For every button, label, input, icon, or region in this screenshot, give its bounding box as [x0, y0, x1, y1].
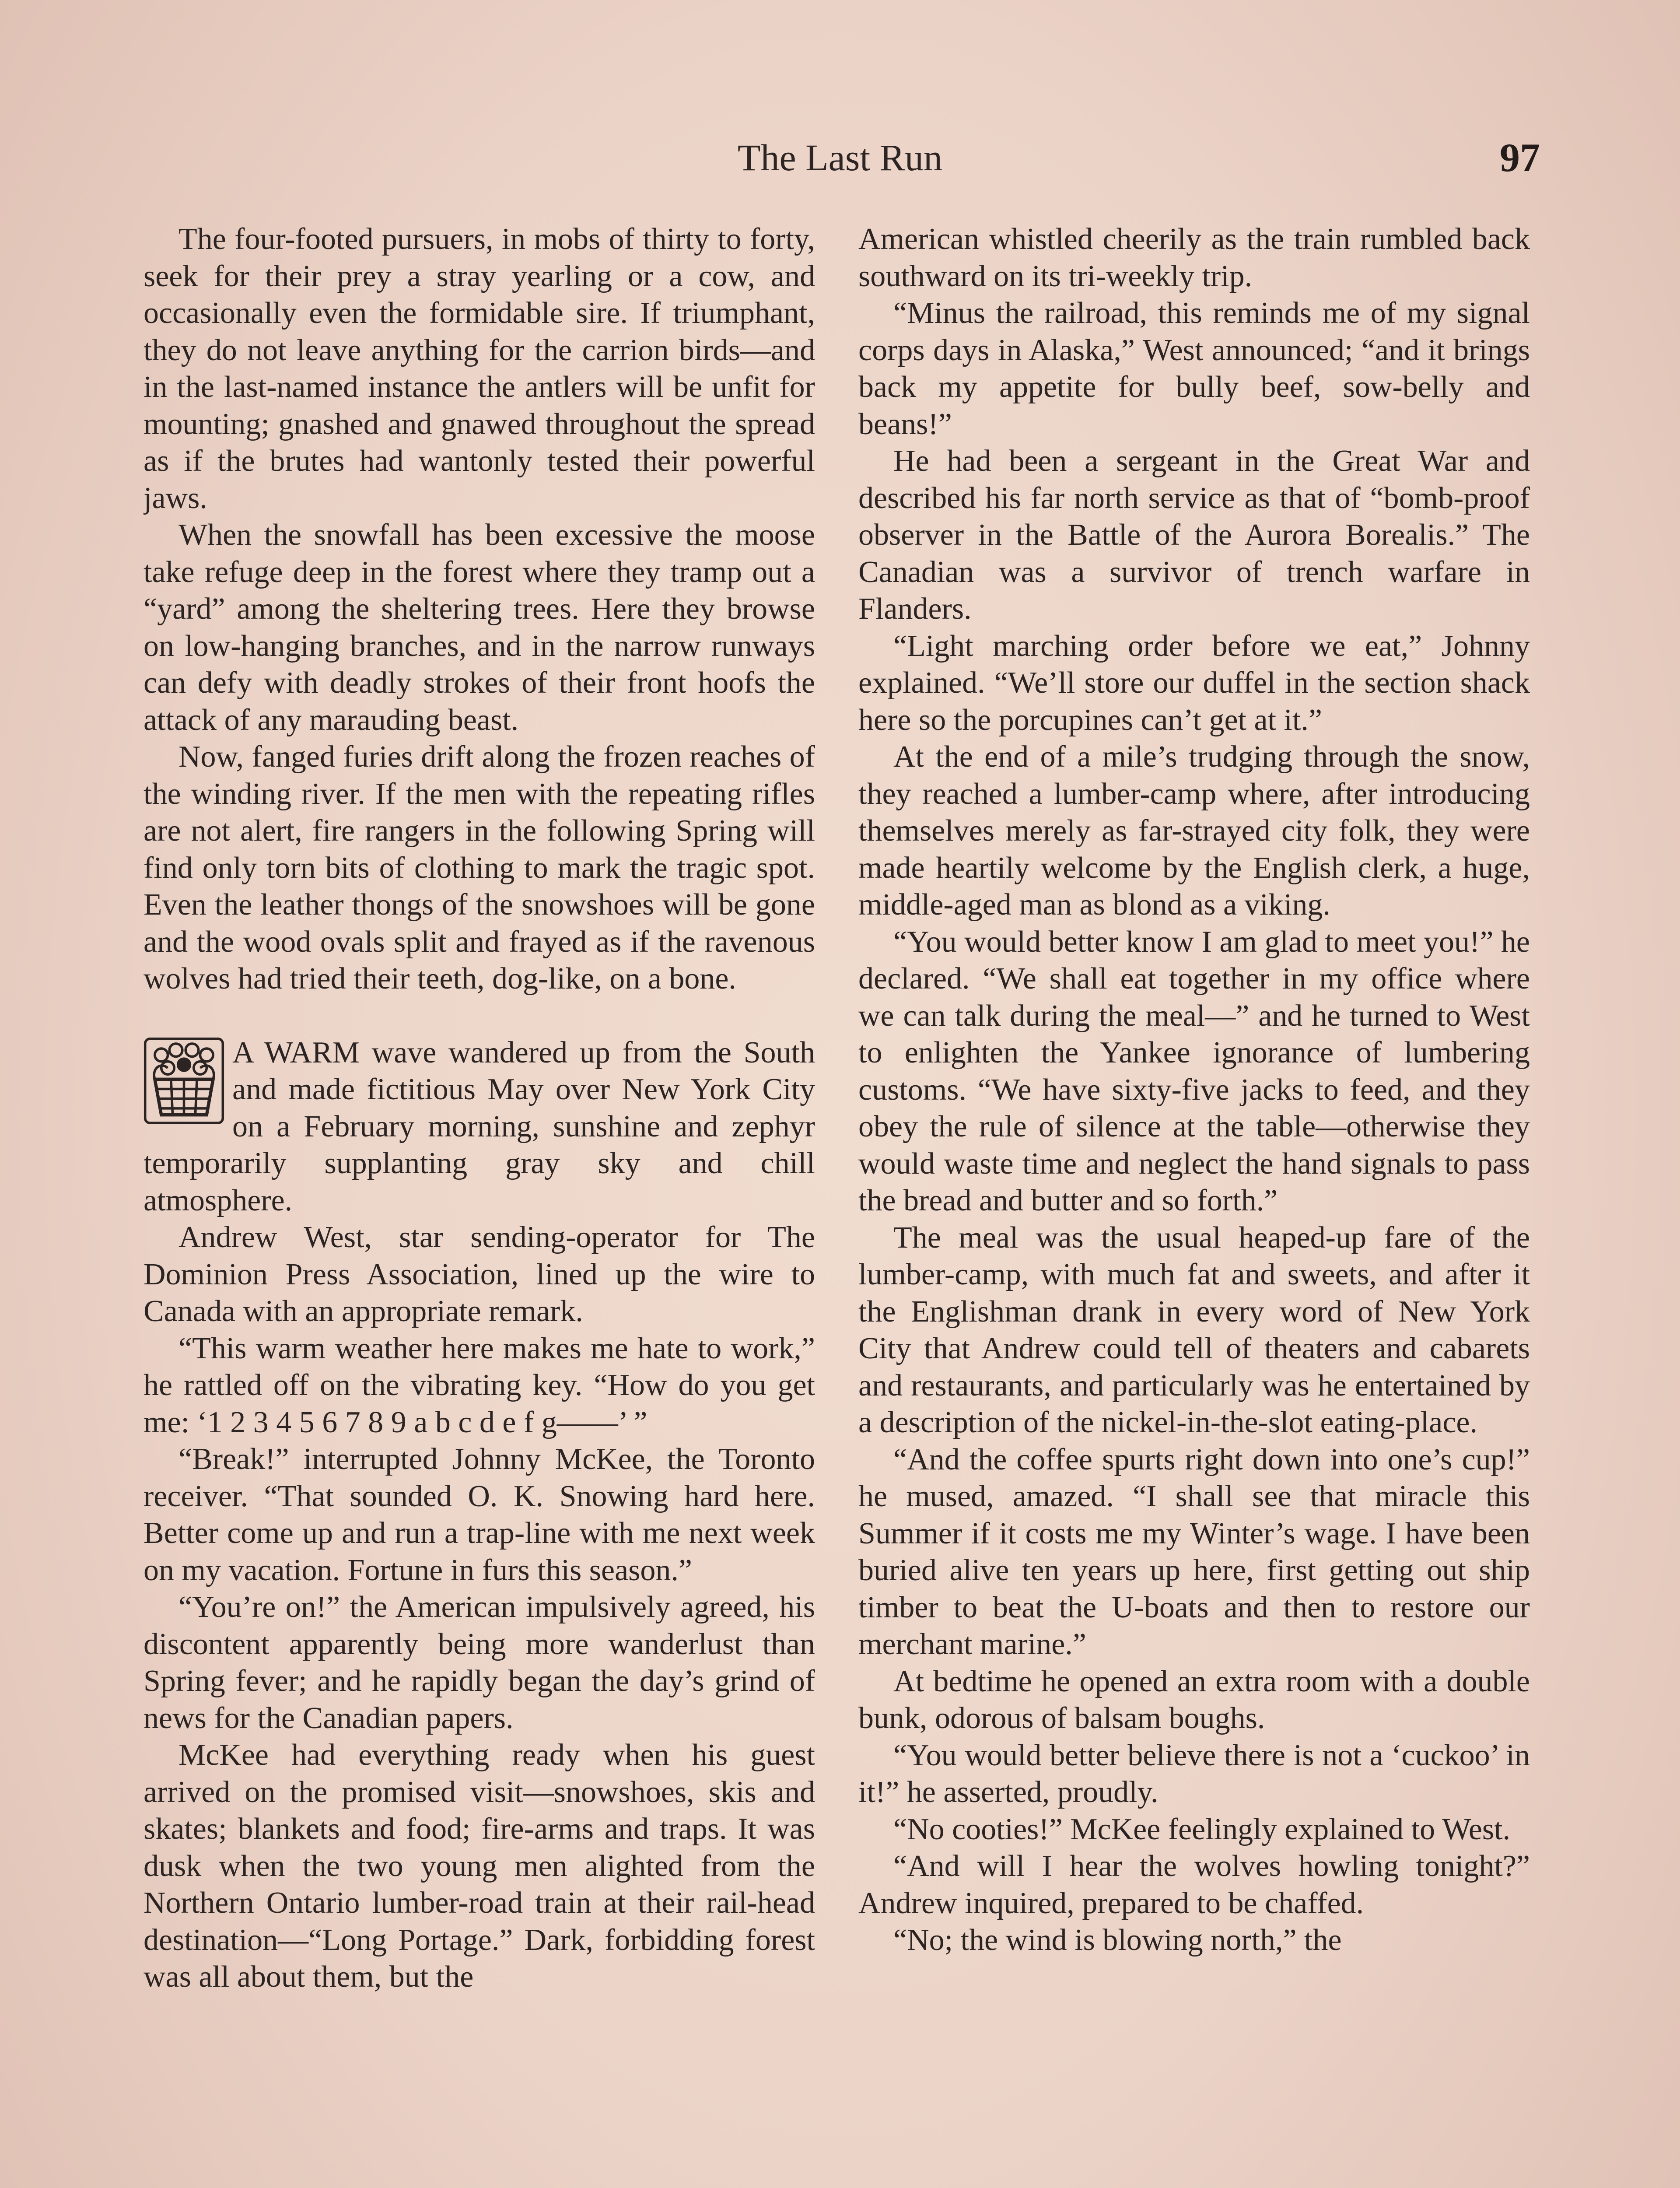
- paragraph: “And will I hear the wolves howling tonight?” Andrew inquired, prepared to be chaffed.: [858, 1849, 1530, 1920]
- paragraph: “Break!” interrupted Johnny McKee, the Toronto receiver. “That sounded O. K. Snowing hard here. Better come up and run a trap-line with me next week on my vacation. Fortune in furs this season.”: [144, 1442, 815, 1587]
- right-column: [858, 221, 1530, 2188]
- paragraph: “You would better know I am glad to meet you!” he declared. “We shall eat together in my office where we can talk during the meal—” and he turned to West to enlighten the Yankee ignorance of lumbering customs. “We have sixty-five jacks to feed, and they obey the rule of silence at the table—otherwise they would waste time and neglect the hand signals to pass the bread and butter and so forth.”: [858, 925, 1530, 1217]
- page-header: [0, 131, 1680, 193]
- paragraph: “You’re on!” the American impulsively agreed, his discontent apparently being more wanderlust than Spring fever; and he rapidly began the day’s grind of news for the Canadian papers.: [144, 1590, 815, 1735]
- paragraph: At bedtime he opened an extra room with a double bunk, odorous of balsam boughs.: [858, 1664, 1530, 1735]
- paragraph: McKee had everything ready when his guest arrived on the promised visit—snowshoes, skis and skates; blankets and food; fire-arms and traps. It was dusk when the two young men alighted from the Northern Ontario lumber-road train at their rail-head destination—“Long Portage.” Dark, forbidding forest was all about them, but the: [144, 1738, 815, 1994]
- paragraph: The four-footed pursuers, in mobs of thirty to forty, seek for their prey a stray yearling or a cow, and occasionally even the formidable sire. If triumphant, they do not leave anything for the carrion birds—and in the last-named instance the antlers will be unfit for mounting; gnashed and gnawed throughout the spread as if the brutes had wantonly tested their powerful jaws.: [144, 222, 815, 515]
- paragraph: Andrew West, star sending-operator for The Dominion Press Association, lined up the wire to Canada with an appropriate remark.: [144, 1220, 815, 1328]
- paragraph: “Light marching order before we eat,” Johnny explained. “We’ll store our duffel in the section shack here so the porcupines can’t get at it.”: [858, 629, 1530, 737]
- section-opening-paragraph: [144, 1034, 815, 1220]
- running-title: The Last Run: [737, 137, 943, 179]
- section-break: [144, 998, 815, 1034]
- continued-paragraph: American whistled cheerily as the train rumbled back southward on its tri-weekly trip.: [858, 222, 1530, 293]
- paragraph: He had been a sergeant in the Great War and described his far north service as that of “bomb-proof observer in the Battle of the Aurora Borealis.” The Canadian was a survivor of trench warfare in Flanders.: [858, 444, 1530, 626]
- paragraph: Now, fanged furies drift along the frozen reaches of the winding river. If the men with the repeating rifles are not alert, fire rangers in the following Spring will find only torn bits of clothing to mark the tragic spot. Even the leather thongs of the snowshoes will be gone and the wood ovals split and frayed as if the ravenous wolves had tried their teeth, dog-like, on a bone.: [144, 740, 815, 996]
- left-column: [144, 221, 815, 2188]
- paragraph: “No cooties!” McKee feelingly explained to West.: [893, 1812, 1511, 1846]
- paragraph: “This warm weather here makes me hate to work,” he rattled off on the vibrating key. “How do you get me: ‘1 2 3 4 5 6 7 8 9 a b c d e f g——’ ”: [144, 1331, 815, 1439]
- section-opening-text: A WARM wave wandered up from the South and made fictitious May over New York City on a February morning, sunshine and zephyr temporarily supplanting gray sky and chill atmosphere.: [144, 1035, 815, 1217]
- paragraph: The meal was the usual heaped-up fare of the lumber-camp, with much fat and sweets, and after it the Englishman drank in every word of New York City that Andrew could tell of theaters and cabarets and restaurants, and particularly was he entertained by a description of the nickel-in-the-slot eating-place.: [858, 1220, 1530, 1439]
- paragraph: “Minus the railroad, this reminds me of my signal corps days in Alaska,” West announced; “and it brings back my appetite for bully beef, sow-belly and beans!”: [858, 296, 1530, 441]
- paragraph: “No; the wind is blowing north,” the: [893, 1923, 1342, 1957]
- paragraph: At the end of a mile’s trudging through the snow, they reached a lumber-camp where, after introducing themselves merely as far-strayed city folk, they were made heartily welcome by the English clerk, a huge, middle-aged man as blond as a viking.: [858, 740, 1530, 922]
- basket-of-flowers-ornament-icon: [144, 1037, 224, 1125]
- paragraph: When the snowfall has been excessive the moose take refuge deep in the forest where they tramp out a “yard” among the sheltering trees. Here they browse on low-hanging branches, and in the narrow runways can defy with deadly strokes of their front hoofs the attack of any marauding beast.: [144, 518, 815, 737]
- page-number: 97: [1500, 135, 1540, 180]
- paragraph: “You would better believe there is not a ‘cuckoo’ in it!” he asserted, proudly.: [858, 1738, 1530, 1809]
- paragraph: “And the coffee spurts right down into one’s cup!” he mused, amazed. “I shall see that miracle this Summer if it costs me my Winter’s wage. I have been buried alive ten years up here, first getting out ship timber to beat the U-boats and then to restore our merchant marine.”: [858, 1442, 1530, 1661]
